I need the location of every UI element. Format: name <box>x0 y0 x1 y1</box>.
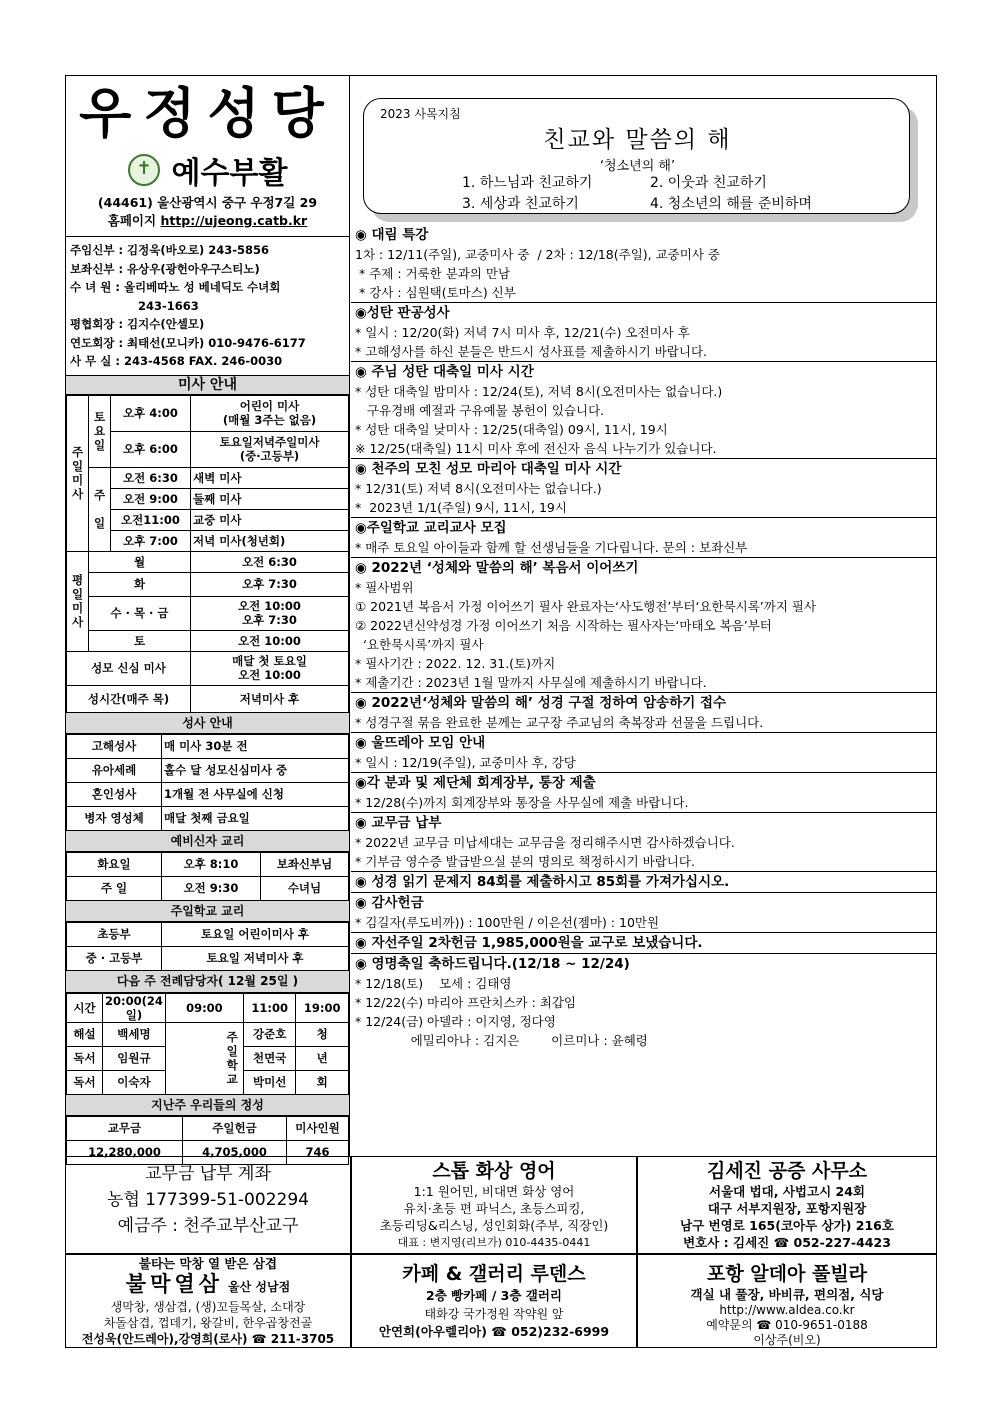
staff-line: 수 녀 원 : 올리베따노 성 베네딕도 수녀회 <box>70 280 281 294</box>
motto-text: 예수부활 <box>171 156 288 191</box>
mass-time: 오후 7:00 <box>111 530 191 551</box>
parish-title: 우정성당 <box>79 82 336 145</box>
motto-subtitle: ‘청소년의 해’ <box>599 159 676 174</box>
adoration-value: 저녁미사 후 <box>191 685 349 712</box>
notice-heading: ◉ 2022년 ‘성체와 말씀의 해’ 복음서 이어쓰기 <box>355 560 639 576</box>
motto-title: 친교와 말씀의 해 <box>543 127 732 153</box>
notice-line: * 12/31(토) 저녁 8시(오전미사는 없습니다.) <box>355 481 602 496</box>
weekday-time: 오전 10:00 <box>191 630 349 651</box>
ad-line: 생막창, 생삼겹, (생)꼬들목살, 소대장 <box>110 1300 306 1314</box>
staff-line: 주임신부 : 김정욱(바오로) 243-5856 <box>70 243 269 257</box>
sacrament-value: 매달 첫째 금요일 <box>162 806 349 830</box>
mass-desc: 둘째 미사 <box>191 488 349 509</box>
sacrament-label: 혼인성사 <box>67 782 162 806</box>
notice-line: 에밀리아나 : 김지은 이르미나 : 윤혜령 <box>355 1033 648 1048</box>
notice-heading: ◉성탄 판공성사 <box>355 305 450 321</box>
staff-line: 243-1663 <box>138 298 199 313</box>
motto-goal: 1. 하느님과 친교하기 <box>462 175 593 191</box>
motto-year: 2023 사목지침 <box>380 107 461 121</box>
offering-value: 12,280,000 <box>67 1140 183 1164</box>
notice-heading: ◉ 울뜨레아 모임 안내 <box>355 735 486 751</box>
offering-label: 교무금 <box>67 1116 183 1140</box>
parish-address: (44461) 울산광역시 중구 우정7길 29 <box>97 195 318 210</box>
ad-line: 초등리딩&리스닝, 성인회화(주부, 직장인) <box>379 1218 609 1233</box>
offering-value: 4,705,000 <box>182 1140 286 1164</box>
motto-goal: 4. 청소년의 해를 준비하며 <box>650 196 812 212</box>
ad-line: 남구 번영로 165(코아두 상가) 216호 <box>680 1218 894 1233</box>
sacraments-table <box>66 734 349 831</box>
catechumen-heading: 예비신자 교리 <box>66 831 349 852</box>
right-column <box>351 76 937 1156</box>
liturgy-role: 해설 <box>67 1022 103 1046</box>
ad-villa <box>638 1261 936 1348</box>
notice-line: * 일시 : 12/20(화) 저녁 7시 미사 후, 12/21(수) 오전미사 후 <box>355 325 690 340</box>
notice-line: * 제출기간 : 2023년 1월 말까지 사무실에 제출하시기 바랍니다. <box>355 675 707 690</box>
sunday-school-heading: 주일학교 교리 <box>66 901 349 922</box>
ad-line: 전성욱(안드레아),강영희(로사) ☎ 211-3705 <box>81 1332 335 1346</box>
liturgy-heading: 다음 주 전례담당자( 12월 25일 ) <box>66 971 349 993</box>
liturgy-youth: 회 <box>296 1070 349 1094</box>
ad-line: 서울대 법대, 사법고시 24회 <box>709 1184 865 1199</box>
sacraments-heading: 성사 안내 <box>66 713 349 734</box>
notice-line: * 2023년 1/1(주일) 9시, 11시, 19시 <box>355 500 567 515</box>
school-value: 토요일 어린이미사 후 <box>162 922 349 946</box>
homepage-label: 홈페이지 <box>107 213 157 228</box>
weekday-day: 화 <box>89 572 191 596</box>
ad-cafe <box>352 1261 636 1341</box>
mass-desc: 교중 미사 <box>191 509 349 530</box>
catechumen-table <box>66 852 349 901</box>
ad-line: 차돌삼겹, 껍데기, 왕갈비, 한우곱창전골 <box>103 1316 313 1330</box>
notice-line: * 12/24(금) 아델라 : 이지영, 정다영 <box>355 1014 556 1029</box>
homepage-line <box>66 212 349 230</box>
liturgy-name: 강준호 <box>243 1022 296 1046</box>
notice-line: * 12/28(수)까지 회계장부와 통장을 사무실에 제출 바랍니다. <box>355 795 689 810</box>
catechumen-who: 보좌신부님 <box>261 852 349 876</box>
mass-table <box>66 395 349 713</box>
ad-line: 대표 : 변지영(리브가) 010-4435-0441 <box>397 1236 591 1249</box>
homepage-link[interactable]: http://ujeong.catb.kr <box>160 213 308 228</box>
notice-line: * 성탄 대축일 밤미사 : 12/24(토), 저녁 8시(오전미사는 없습니다.) <box>355 384 723 399</box>
notice-heading: ◉각 분과 및 제단체 회계장부, 통장 제출 <box>355 775 596 791</box>
ad-line: 김세진 공증 사무소 <box>706 1160 868 1182</box>
notice-heading: ◉ 주님 성탄 대축일 미사 시간 <box>355 364 534 380</box>
ad-line: 대구 서부지원장, 포항지원장 <box>707 1201 867 1216</box>
notice-line: * 주제 : 거룩한 분과의 만남 <box>355 266 511 281</box>
liturgy-time: 19:00 <box>296 993 349 1022</box>
ad-account <box>66 1161 350 1239</box>
offering-value: 746 <box>287 1140 349 1164</box>
liturgy-youth: 년 <box>296 1046 349 1070</box>
ad-english <box>352 1159 636 1251</box>
sacrament-value: 매 미사 30분 전 <box>162 734 349 758</box>
ad-line: 안연희(아우렐리아) ☎ 052)232-6999 <box>378 1324 610 1339</box>
mass-time: 오후 4:00 <box>111 395 191 431</box>
mass-desc: 저녁 미사(청년회) <box>191 530 349 551</box>
ad-line: 교무금 납부 계좌 <box>145 1164 271 1184</box>
notice-line: * 매주 토요일 아이들과 함께 할 선생님들을 기다립니다. 문의 : 보좌신부 <box>355 540 748 555</box>
holy-hour-label: 성모 신심 미사 <box>67 651 191 685</box>
liturgy-name: 천면국 <box>243 1046 296 1070</box>
ad-line: 2층 빵카페 / 3층 갤러리 <box>426 1288 562 1303</box>
weekday-time: 오전 10:00 오후 7:30 <box>191 596 349 630</box>
ad-line: 울산 성남점 <box>228 1280 291 1294</box>
liturgy-time: 11:00 <box>243 993 296 1022</box>
notice-line: * 일시 : 12/19(주일), 교중미사 후, 강당 <box>355 755 576 770</box>
ad-line: 예약문의 ☎ 010-9651-0188 <box>706 1318 868 1332</box>
staff-line: 연도회장 : 최태선(모니카) 010-9476-6177 <box>70 335 306 350</box>
catechumen-day: 주 일 <box>67 876 162 900</box>
notice-line: ※ 12/25(대축일) 11시 미사 후에 전신자 음식 나누기가 있습니다. <box>355 441 717 456</box>
sacrament-value: 홀수 달 성모신심미사 중 <box>162 758 349 782</box>
mass-time: 오전 9:00 <box>111 488 191 509</box>
sunday-school-table <box>66 922 349 971</box>
notice-heading: ◉주일학교 교리교사 모집 <box>355 520 507 536</box>
notice-heading: ◉ 성경 읽기 문제지 84회를 제출하시고 85회를 가져가십시오. <box>355 874 730 890</box>
notice-line: * 12/22(수) 마리아 프란치스카 : 최갑임 <box>355 995 577 1010</box>
liturgy-name: 박미선 <box>243 1070 296 1094</box>
ad-restaurant <box>66 1256 350 1347</box>
mass-desc: 어린이 미사 (매월 3주는 없음) <box>191 395 349 431</box>
notices-list <box>355 225 935 1050</box>
liturgy-youth: 청 <box>296 1022 349 1046</box>
ad-line: 1:1 원어민, 비대면 화상 영어 <box>413 1184 575 1199</box>
notice-line: * 고해성사를 하신 분들은 반드시 성사표를 제출하시기 바랍니다. <box>355 344 707 359</box>
pastoral-motto-box <box>363 98 918 222</box>
sacrament-value: 1개월 전 사무실에 신청 <box>162 782 349 806</box>
notice-line: * 필사범위 <box>355 580 414 595</box>
notice-line: * 필사기간 : 2022. 12. 31.(토)까지 <box>355 656 556 671</box>
notice-line: * 2022년 교무금 미납세대는 교무금을 정리해주시면 감사하겠습니다. <box>355 835 735 850</box>
mass-time: 오전 6:30 <box>111 467 191 488</box>
ad-line: 스톱 화상 영어 <box>432 1160 556 1182</box>
sacrament-label: 유아세례 <box>67 758 162 782</box>
staff-list <box>66 237 349 375</box>
liturgy-name: 이숙자 <box>103 1070 166 1094</box>
catechumen-time: 오후 8:10 <box>162 852 261 876</box>
saturday-label: 토 요 일 <box>89 395 111 467</box>
notice-line: ② 2022년신약성경 가정 이어쓰기 처음 시작하는 필사자는‘마태오 복음’부터 <box>355 618 772 633</box>
mass-heading: 미사 안내 <box>66 375 349 395</box>
liturgy-time-header: 시간 <box>67 993 103 1022</box>
liturgy-time: 20:00(24일) <box>103 993 166 1022</box>
liturgy-role: 독서 <box>67 1070 103 1094</box>
notice-line: 구유경배 예절과 구유예물 봉헌이 있습니다. <box>355 403 605 418</box>
notice-line: ① 2021년 복음서 가정 이어쓰기 필사 완료자는‘사도행전’부터‘요한묵시록’까지 필사 <box>355 599 817 614</box>
ad-line: 태화강 국가정원 작약원 앞 <box>424 1307 564 1321</box>
ad-line: 농협 177399-51-002294 <box>107 1190 309 1210</box>
liturgy-table <box>66 993 349 1095</box>
ads-area <box>66 1156 936 1347</box>
notice-line: * 성탄 대축일 낮미사 : 12/25(대축일) 09시, 11시, 19시 <box>355 422 668 437</box>
notice-line: * 12/18(토) 모세 : 김태영 <box>355 976 512 991</box>
notice-heading: ◉ 대림 특강 <box>355 227 429 243</box>
sunday-mass-label: 주 일 미 사 <box>67 395 89 551</box>
ad-line: 카페 & 갤러리 루덴스 <box>402 1263 586 1285</box>
notice-heading: ◉ 2022년‘성체와 말씀의 해’ 성경 구절 정하여 암송하기 접수 <box>355 695 727 711</box>
mass-time: 오전11:00 <box>111 509 191 530</box>
mass-time: 오후 6:00 <box>111 431 191 467</box>
liturgy-name: 임원규 <box>103 1046 166 1070</box>
catechumen-time: 오전 9:30 <box>162 876 261 900</box>
notice-heading: ◉ 천주의 모친 성모 마리아 대축일 미사 시간 <box>355 461 622 477</box>
staff-line: 사 무 실 : 243-4568 FAX. 246-0030 <box>70 354 283 368</box>
weekday-day: 수 · 목 · 금 <box>89 596 191 630</box>
ad-line: 변호사 : 김세진 ☎ 052-227-4423 <box>683 1235 891 1250</box>
parish-logo-icon <box>128 154 160 186</box>
weekday-time: 오전 6:30 <box>191 551 349 572</box>
offering-label: 주일헌금 <box>182 1116 286 1140</box>
notice-line: * 성경구절 묶음 완료한 분께는 교구장 주교님의 축복장과 선물을 드립니다. <box>355 715 764 730</box>
notice-heading: ◉ 교무금 납부 <box>355 815 442 831</box>
ad-line: 포항 알데아 풀빌라 <box>706 1263 868 1285</box>
sacrament-label: 고해성사 <box>67 734 162 758</box>
motto-goal: 3. 세상과 친교하기 <box>462 196 579 212</box>
staff-line: 평협회장 : 김지수(안셀모) <box>70 317 205 331</box>
sunday-label: 주 일 <box>89 467 111 551</box>
school-label: 초등부 <box>67 922 162 946</box>
ad-notary <box>638 1159 936 1251</box>
adoration-label: 성시간(매주 목) <box>67 685 191 712</box>
ad-line: 유치·초등 편 파닉스, 초등스피킹, <box>403 1201 585 1216</box>
offering-label: 미사인원 <box>287 1116 349 1140</box>
notice-line: * 기부금 영수증 발급받으실 분의 명의로 책정하시기 바랍니다. <box>355 854 695 869</box>
notice-line: * 김길자(루도비까)) : 100만원 / 이은선(젬마) : 10만원 <box>355 915 660 930</box>
motto-goal: 2. 이웃과 친교하기 <box>650 175 767 191</box>
mass-desc: 토요일저녁주일미사 (중·고등부) <box>191 431 349 467</box>
notice-heading: ◉ 감사헌금 <box>355 895 424 911</box>
motto-goals <box>462 173 838 215</box>
notice-heading: ◉ 영명축일 축하드립니다.(12/18 ~ 12/24) <box>355 956 630 972</box>
bulletin-frame <box>65 75 937 1348</box>
ad-line: 이상주(비오) <box>753 1333 821 1347</box>
ad-brand: 불막열삼 <box>125 1272 223 1296</box>
ad-link[interactable]: http://www.aldea.co.kr <box>719 1303 855 1317</box>
weekday-time: 오후 7:30 <box>191 572 349 596</box>
school-label: 중 · 고등부 <box>67 946 162 970</box>
sacrament-label: 병자 영성체 <box>67 806 162 830</box>
ad-line: 객실 내 풀장, 바비큐, 편의점, 식당 <box>690 1287 884 1302</box>
mass-desc: 새벽 미사 <box>191 467 349 488</box>
notice-line: * 강사 : 심원택(토마스) 신부 <box>355 285 516 300</box>
notice-heading: ◉ 자선주일 2차헌금 1,985,000원을 교구로 보냈습니다. <box>355 935 703 951</box>
weekday-day: 월 <box>89 551 191 572</box>
notice-line: ‘요한묵시록’까지 필사 <box>355 637 484 652</box>
ad-line: 예금주 : 천주교부산교구 <box>117 1216 299 1236</box>
liturgy-time: 09:00 <box>165 993 243 1022</box>
offering-heading: 지난주 우리들의 정성 <box>66 1095 349 1116</box>
liturgy-role: 독서 <box>67 1046 103 1070</box>
staff-line: 보좌신부 : 유상우(광헌아우구스티노) <box>70 261 260 276</box>
liturgy-name: 백세명 <box>103 1022 166 1046</box>
liturgy-school-label: 주 일 학 교 <box>221 1022 243 1094</box>
catechumen-who: 수녀님 <box>261 876 349 900</box>
weekday-mass-label: 평 일 미 사 <box>67 551 89 651</box>
ad-line: 불타는 막창 열 받은 삼겹 <box>138 1256 278 1271</box>
weekday-day: 토 <box>89 630 191 651</box>
left-column <box>66 76 350 1159</box>
motto-row <box>66 150 349 190</box>
notice-line: 1차 : 12/11(주일), 교중미사 중 / 2차 : 12/18(주일), 교중미사 중 <box>355 247 720 262</box>
holy-hour-value: 매달 첫 토요일 오전 10:00 <box>191 651 349 685</box>
school-value: 토요일 저녁미사 후 <box>162 946 349 970</box>
catechumen-day: 화요일 <box>67 852 162 876</box>
